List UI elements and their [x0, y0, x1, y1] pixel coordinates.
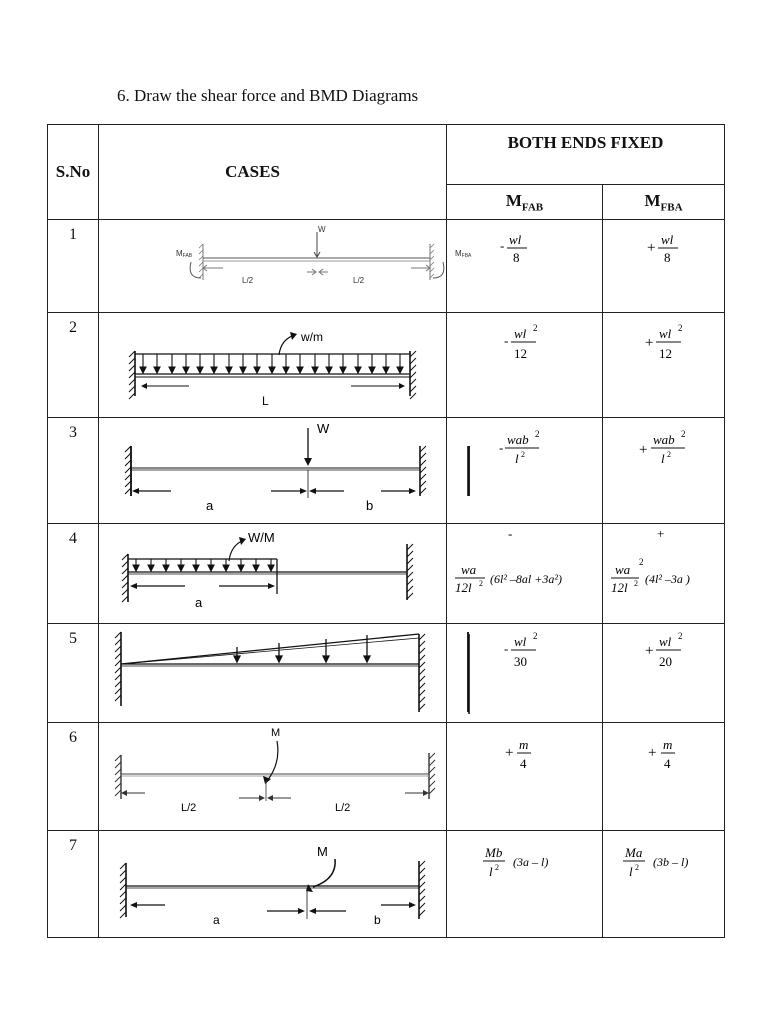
table-row	[48, 624, 725, 723]
header-mfba: $M_{FBA}$	[603, 185, 725, 220]
dim-b-label: b	[366, 498, 374, 513]
beam-point-load-offset-diagram	[99, 418, 446, 523]
dim-left-label: L/2	[181, 802, 197, 814]
load-label: W	[317, 421, 330, 436]
dim-right-label: L/2	[353, 276, 365, 285]
row-sno: 1	[48, 220, 99, 313]
case-6-diagram	[99, 723, 447, 831]
header-both-ends-fixed: BOTH ENDS FIXED	[447, 125, 725, 185]
row-sno: 2	[48, 313, 99, 418]
svg-text:2: 2	[521, 450, 525, 459]
dim-a-label: a	[213, 913, 220, 927]
case-1-diagram	[99, 220, 472, 313]
mfab-formula-6	[447, 723, 603, 831]
svg-text:m: m	[519, 737, 529, 752]
svg-text:(4l² –3a ): (4l² –3a )	[645, 572, 690, 586]
dim-a-label: a	[195, 595, 203, 610]
mfab-formula-4	[447, 524, 603, 624]
svg-text:2: 2	[495, 863, 499, 872]
svg-text:2: 2	[678, 631, 683, 641]
svg-text:8: 8	[664, 250, 671, 265]
svg-text:30: 30	[514, 654, 527, 669]
svg-text:wl: wl	[509, 232, 522, 247]
mfab-formula-2	[447, 313, 603, 418]
svg-text:l: l	[489, 864, 493, 879]
load-label: W	[318, 225, 326, 234]
svg-text:2: 2	[533, 631, 538, 641]
svg-text:wab: wab	[507, 432, 529, 447]
svg-text:2: 2	[635, 863, 639, 872]
svg-text:12l: 12l	[455, 580, 472, 595]
row-sno: 4	[48, 524, 99, 624]
mfab-formula-5	[447, 624, 603, 723]
load-label: w/m	[301, 330, 323, 344]
header-sno: S.No	[48, 125, 99, 220]
svg-text:12: 12	[659, 346, 672, 361]
svg-text:wa: wa	[461, 562, 477, 577]
case-2-diagram	[99, 313, 447, 418]
mfab-formula-3	[447, 418, 603, 524]
svg-text:wa: wa	[615, 562, 631, 577]
svg-text:+: +	[645, 335, 654, 351]
svg-text:2: 2	[678, 323, 683, 333]
mfab-formula-1	[447, 220, 603, 313]
svg-text:+: +	[645, 643, 654, 659]
svg-text:(6l² –8al +3a²): (6l² –8al +3a²)	[490, 572, 562, 586]
case-7-diagram	[99, 831, 447, 938]
table-row	[48, 723, 725, 831]
svg-text:wl: wl	[514, 326, 527, 341]
table-row	[48, 313, 725, 418]
case-4-diagram	[99, 524, 447, 624]
beam-applied-moment-offset-diagram	[99, 831, 446, 937]
svg-text:20: 20	[659, 654, 672, 669]
beam-udl-partial-diagram	[99, 524, 446, 623]
row-sno: 3	[48, 418, 99, 524]
beam-applied-moment-center-diagram	[99, 723, 446, 830]
header-cases: CASES	[99, 125, 447, 220]
svg-text:l: l	[629, 864, 633, 879]
svg-text:+: +	[639, 442, 648, 458]
mfba-formula-6	[603, 723, 725, 831]
dim-label: L	[262, 394, 269, 408]
dim-right-label: L/2	[335, 802, 351, 814]
svg-text:-: -	[508, 526, 513, 541]
moment-label: M	[317, 844, 328, 859]
left-moment-label: MFAB	[176, 249, 193, 259]
svg-text:2: 2	[634, 579, 638, 588]
mfba-formula-2	[603, 313, 725, 418]
mfba-formula-1	[603, 220, 725, 313]
svg-text:Mb: Mb	[485, 845, 503, 860]
beam-point-load-center-diagram	[99, 220, 472, 312]
case-5-diagram	[99, 624, 447, 723]
mfba-formula-5	[603, 624, 725, 723]
mfba-formula-7	[603, 831, 725, 938]
table-row	[48, 831, 725, 938]
dim-a-label: a	[206, 498, 214, 513]
svg-text:2: 2	[667, 450, 671, 459]
svg-text:(3a – l): (3a – l)	[513, 855, 549, 869]
svg-text:Ma: Ma	[625, 845, 643, 860]
svg-text:+: +	[505, 745, 514, 761]
moment-label: M	[271, 727, 281, 739]
table-row	[48, 220, 725, 313]
svg-text:l: l	[661, 451, 665, 466]
svg-text:12l: 12l	[611, 580, 628, 595]
svg-text:4: 4	[664, 756, 671, 771]
svg-text:wl: wl	[659, 634, 672, 649]
right-moment-label: MFBA	[455, 249, 472, 259]
svg-text:(3b – l): (3b – l)	[653, 855, 689, 869]
svg-text:2: 2	[639, 557, 644, 567]
svg-text:2: 2	[535, 429, 540, 439]
beam-triangular-load-diagram	[99, 624, 446, 722]
mfba-formula-3	[603, 418, 725, 524]
svg-text:12: 12	[514, 346, 527, 361]
svg-text:2: 2	[681, 429, 686, 439]
svg-text:-: -	[504, 641, 509, 656]
svg-text:wl: wl	[661, 232, 674, 247]
dim-left-label: L/2	[242, 276, 254, 285]
svg-text:+: +	[648, 745, 657, 761]
load-label: W/M	[248, 530, 275, 545]
row-sno: 6	[48, 723, 99, 831]
svg-text:+: +	[647, 240, 656, 256]
table-row	[48, 524, 725, 624]
beam-udl-full-diagram	[99, 313, 446, 417]
mfba-formula-4	[603, 524, 725, 624]
svg-text:wl: wl	[514, 634, 527, 649]
page-heading: 6. Draw the shear force and BMD Diagrams	[117, 86, 419, 105]
svg-text:+: +	[657, 526, 665, 541]
svg-text:wab: wab	[653, 432, 675, 447]
table-row	[48, 418, 725, 524]
svg-text:2: 2	[479, 579, 483, 588]
svg-text:m: m	[663, 737, 673, 752]
case-3-diagram	[99, 418, 447, 524]
svg-text:wl: wl	[659, 326, 672, 341]
row-sno: 5	[48, 624, 99, 723]
svg-text:l: l	[515, 451, 519, 466]
dim-b-label: b	[374, 913, 381, 927]
svg-text:-: -	[499, 440, 504, 455]
mfab-formula-7	[447, 831, 603, 938]
row-sno: 7	[48, 831, 99, 938]
svg-text:4: 4	[520, 756, 527, 771]
svg-text:2: 2	[533, 323, 538, 333]
svg-text:8: 8	[513, 250, 520, 265]
svg-text:-: -	[504, 333, 509, 348]
header-mfab: $M_{FAB}$	[447, 185, 603, 220]
svg-text:-: -	[500, 238, 505, 253]
fixed-end-moments-table	[47, 124, 725, 938]
